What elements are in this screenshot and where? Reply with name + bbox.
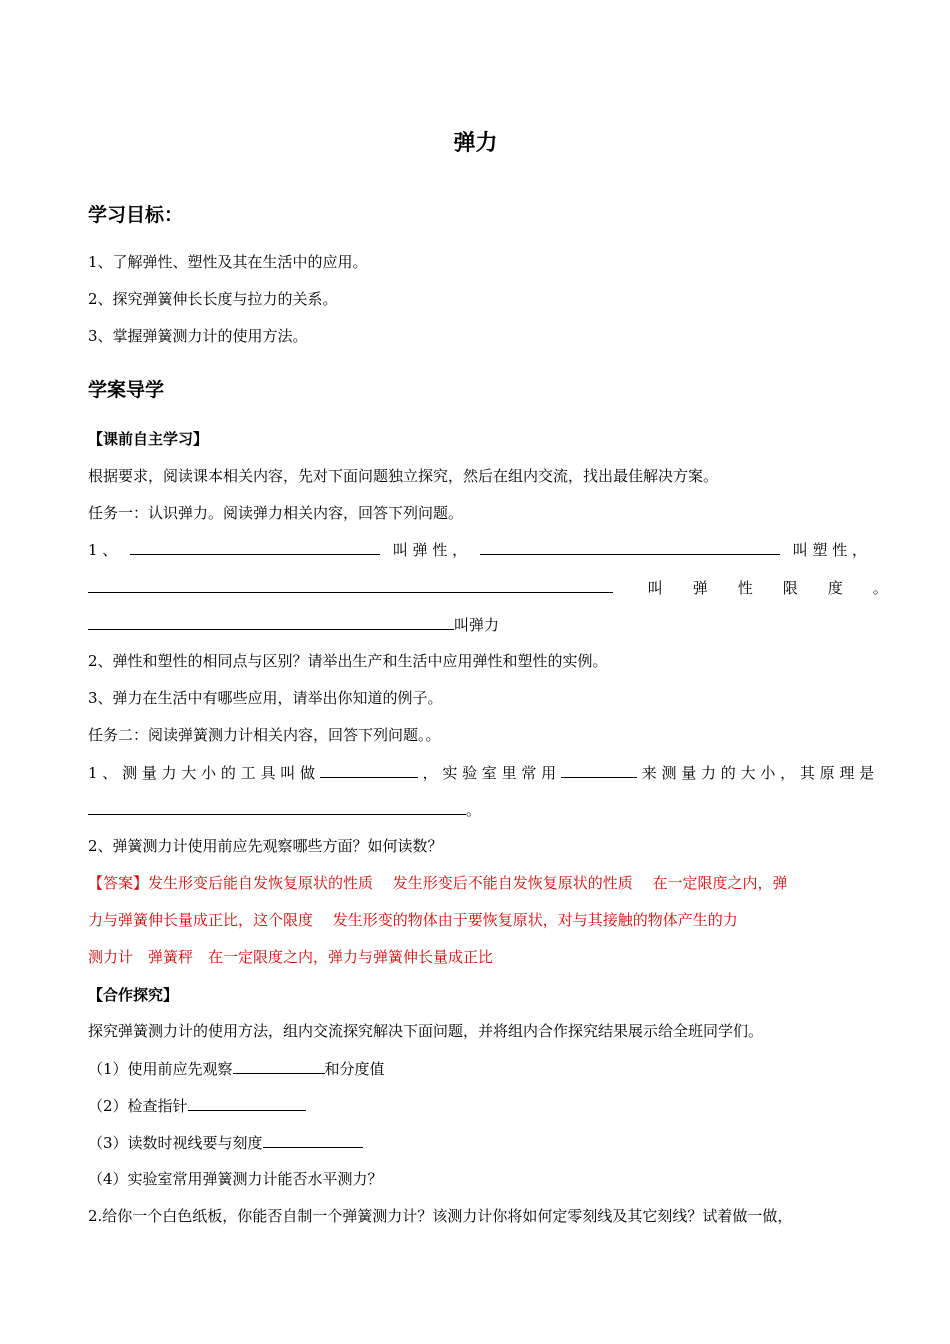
fill-blank[interactable]: [88, 577, 613, 593]
q1-number: 1 、: [88, 541, 118, 559]
q2-text: 2、弹性和塑性的相同点与区别？请举出生产和生活中应用弹性和塑性的实例。: [88, 652, 608, 670]
self-study-intro: 根据要求，阅读课本相关内容，先对下面问题独立探究，然后在组内交流，找出最佳解决方案。: [88, 467, 719, 485]
answer-line: 测力计 弹簧秤 在一定限度之内，弹力与弹簧伸长量成正比: [88, 948, 494, 966]
q1-line2: [88, 577, 888, 598]
coop-item-3-text: （3）读数时视线要与刻度: [88, 1134, 263, 1152]
q1-limit-label: 叫 弹 性 限 度 。: [647, 579, 888, 597]
cooperation-intro: 探究弹簧测力计的使用方法，组内交流探究解决下面问题，并将组内合作探究结果展示给全班同学们。: [88, 1022, 764, 1040]
fill-blank[interactable]: [88, 799, 466, 815]
coop-item-1-text: （1）使用前应先观察: [88, 1060, 233, 1078]
fill-blank[interactable]: [130, 539, 380, 555]
q1-line1: [88, 539, 867, 560]
q1-force-label: 叫弹力: [454, 616, 500, 634]
task2-text: 任务二：阅读弹簧测力计相关内容，回答下列问题。。: [88, 726, 441, 744]
t2-q1-part-b: ， 实 验 室 里 常 用: [422, 764, 557, 782]
t2-q2-text: 2、弹簧测力计使用前应先观察哪些方面？如何读数？: [88, 837, 443, 855]
q3-text: 3、弹力在生活中有哪些应用，请举出你知道的例子。: [88, 689, 443, 707]
objective-item: 2、探究弹簧伸长长度与拉力的关系。: [88, 290, 338, 308]
answer-line: 【答案】发生形变后能自发恢复原状的性质 发生形变后不能自发恢复原状的性质 在一定限度之内，弹: [88, 874, 788, 892]
task1-text: 任务一：认识弹力。阅读弹力相关内容，回答下列问题。: [88, 504, 464, 522]
cooperation-label: 【合作探究】: [88, 986, 179, 1004]
fill-blank[interactable]: [480, 539, 780, 555]
t2-q1-part-c: 来 测 量 力 的 大 小 ， 其 原 理 是: [641, 764, 875, 782]
fill-blank[interactable]: [263, 1132, 363, 1148]
guide-heading: 学案导学: [88, 379, 165, 401]
objective-item: 1、了解弹性、塑性及其在生活中的应用。: [88, 253, 368, 271]
coop-item-2: [88, 1095, 306, 1116]
coop-q2-text: 2.给你一个白色纸板，你能否自制一个弹簧测力计？该测力计你将如何定零刻线及其它刻线？试着做一做，: [88, 1207, 793, 1225]
fill-blank[interactable]: [188, 1095, 306, 1111]
t2-q1-line1: [88, 762, 874, 783]
objectives-heading: 学习目标：: [88, 204, 184, 226]
q1-plastic-label: 叫 塑 性 ，: [792, 541, 868, 559]
q1-line3: [88, 614, 499, 635]
fill-blank[interactable]: [561, 762, 637, 778]
fill-blank[interactable]: [233, 1058, 325, 1074]
objective-item: 3、掌握弹簧测力计的使用方法。: [88, 327, 308, 345]
fill-blank[interactable]: [88, 614, 454, 630]
coop-item-2-text: （2）检查指针: [88, 1097, 188, 1115]
answer-line: 力与弹簧伸长量成正比，这个限度 发生形变的物体由于要恢复原状，对与其接触的物体产生的力: [88, 911, 738, 929]
self-study-label: 【课前自主学习】: [88, 430, 209, 448]
q1-elastic-label: 叫 弹 性 ，: [392, 541, 468, 559]
page-title: 弹力: [453, 131, 498, 156]
t2-q1-line2: [88, 799, 481, 820]
coop-item-3: [88, 1132, 363, 1153]
t2-q1-part-a: 1 、 测 量 力 大 小 的 工 具 叫 做: [88, 764, 315, 782]
coop-item-1-suffix: 和分度值: [324, 1060, 385, 1078]
coop-item-4: （4）实验室常用弹簧测力计能否水平测力？: [88, 1170, 383, 1188]
t2-q1-end: 。: [466, 801, 482, 819]
fill-blank[interactable]: [320, 762, 418, 778]
coop-item-1: [88, 1058, 385, 1079]
